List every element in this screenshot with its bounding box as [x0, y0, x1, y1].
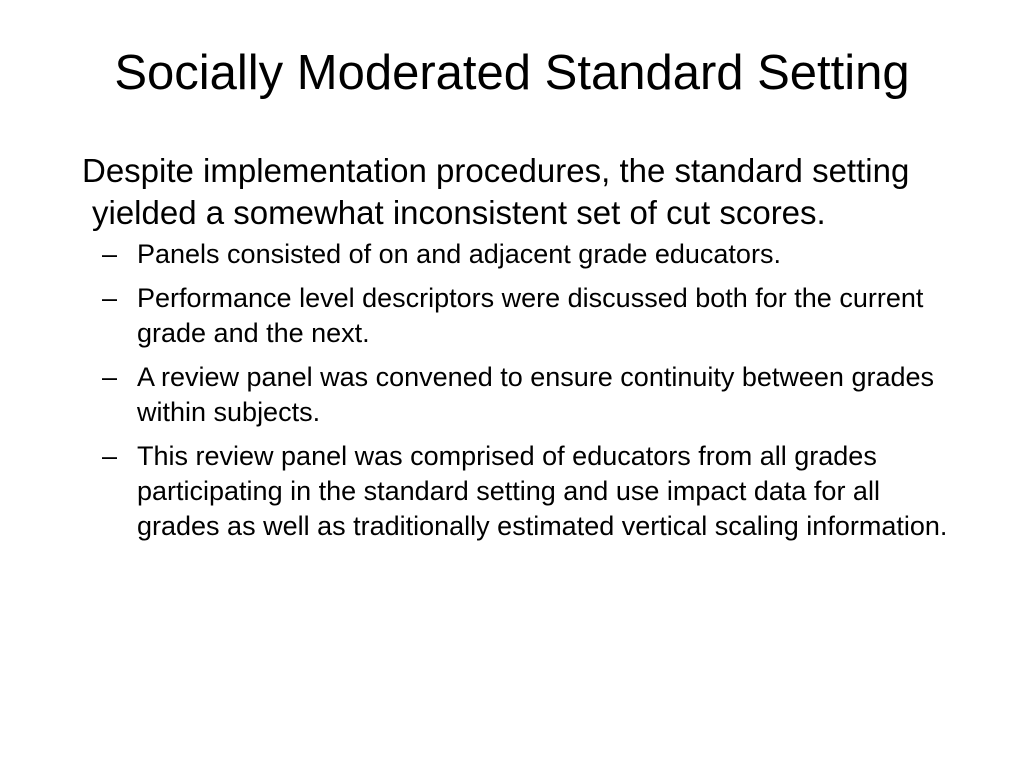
main-bullet: Despite implementation procedures, the standard setting yielded a somewhat inconsistent set of cut scores. [82, 152, 910, 231]
sub-bullet-text: Performance level descriptors were discussed both for the current grade and the next. [137, 283, 924, 348]
sub-bullet-text: A review panel was convened to ensure continuity between grades within subjects. [137, 362, 935, 427]
dash-bullet-marker: – [102, 283, 118, 313]
sub-bullet-text: This review panel was comprised of educators from all grades participating in the standard setting and use impact data for all grades as well as traditionally estimated vertical scaling information. [137, 441, 948, 541]
sub-bullet [102, 281, 957, 351]
slide-body [82, 150, 962, 553]
sub-bullet [102, 360, 957, 430]
sub-bullet [102, 439, 957, 544]
sub-bullet-list [102, 237, 957, 544]
sub-bullet [102, 237, 957, 272]
sub-bullet-text: Panels consisted of on and adjacent grade educators. [137, 239, 781, 269]
dash-bullet-marker: – [102, 441, 118, 471]
slide-title: Socially Moderated Standard Setting [114, 46, 910, 100]
dash-bullet-marker: – [102, 362, 118, 392]
dash-bullet-marker: – [102, 239, 118, 269]
